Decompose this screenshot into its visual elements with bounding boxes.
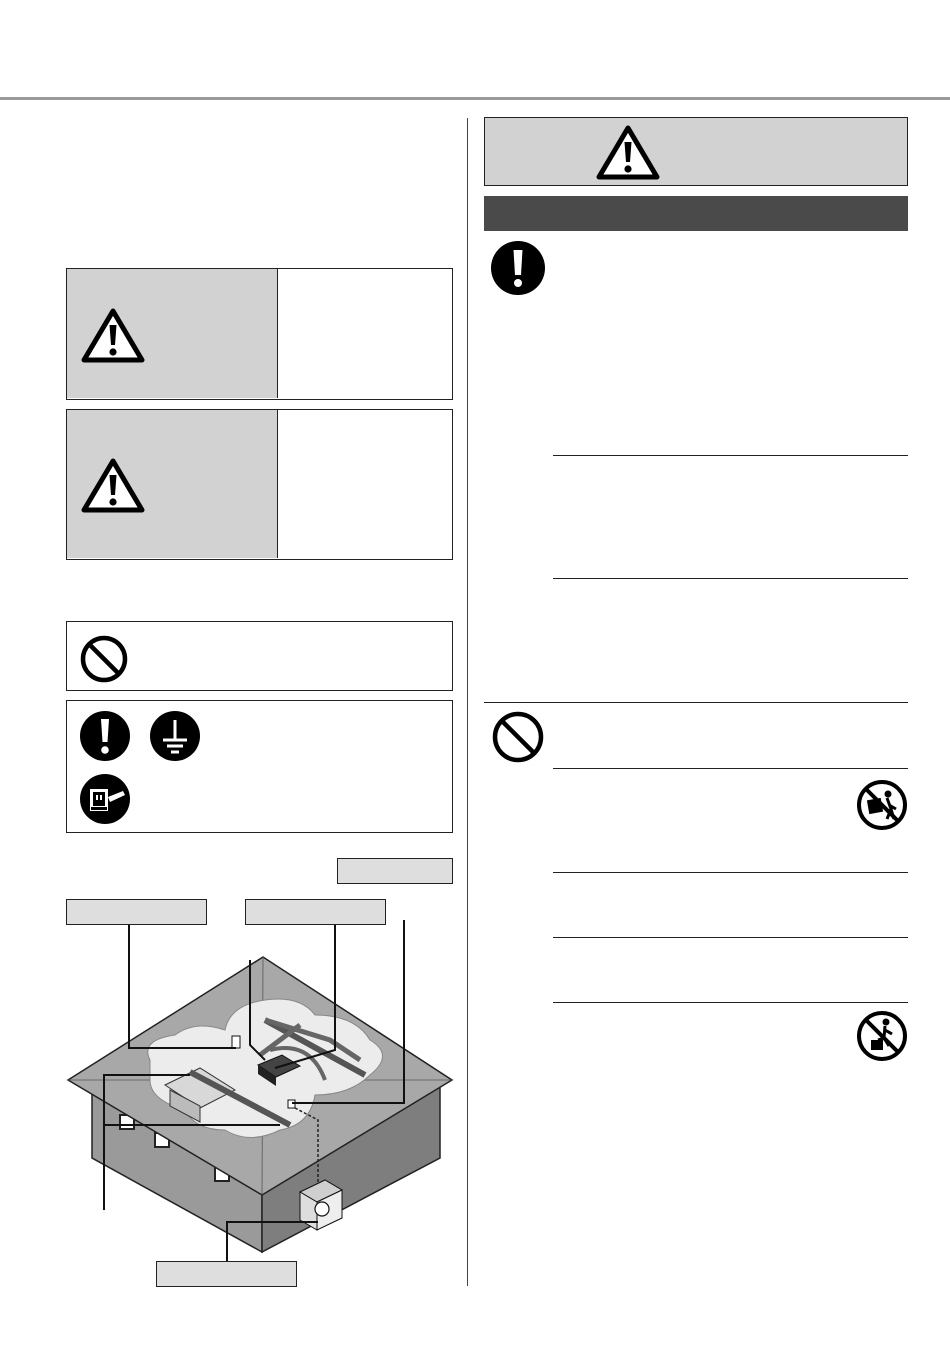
item-divider — [553, 872, 908, 873]
mandatory-legend-box — [66, 700, 453, 833]
house-installation-illustration — [60, 920, 460, 1265]
prohibited-circle-icon — [79, 634, 129, 684]
exclamation-circle-icon — [79, 710, 131, 762]
item-divider — [553, 937, 908, 938]
earth-ground-icon — [149, 710, 201, 762]
item-divider — [553, 1002, 908, 1003]
no-climbing-icon — [856, 1010, 908, 1062]
no-wet-hands-icon — [856, 779, 908, 831]
item-divider — [553, 578, 908, 579]
header-rule — [0, 97, 950, 100]
column-divider — [467, 118, 468, 1286]
prohibited-circle-icon — [491, 710, 545, 764]
diagram-label-right — [337, 858, 453, 884]
exclamation-circle-icon — [490, 240, 546, 296]
prohibited-legend-box — [66, 621, 453, 691]
caution-header-box — [484, 117, 908, 186]
item-divider — [553, 455, 908, 456]
caution-legend-box — [66, 409, 453, 560]
caution-triangle-icon — [81, 457, 145, 513]
unplug-icon — [79, 773, 131, 825]
warning-triangle-icon — [596, 124, 660, 180]
warning-legend-box — [66, 268, 453, 400]
warning-section-bar — [484, 196, 908, 231]
item-divider — [553, 768, 908, 769]
warning-triangle-icon — [81, 307, 145, 363]
section-divider — [484, 702, 908, 703]
